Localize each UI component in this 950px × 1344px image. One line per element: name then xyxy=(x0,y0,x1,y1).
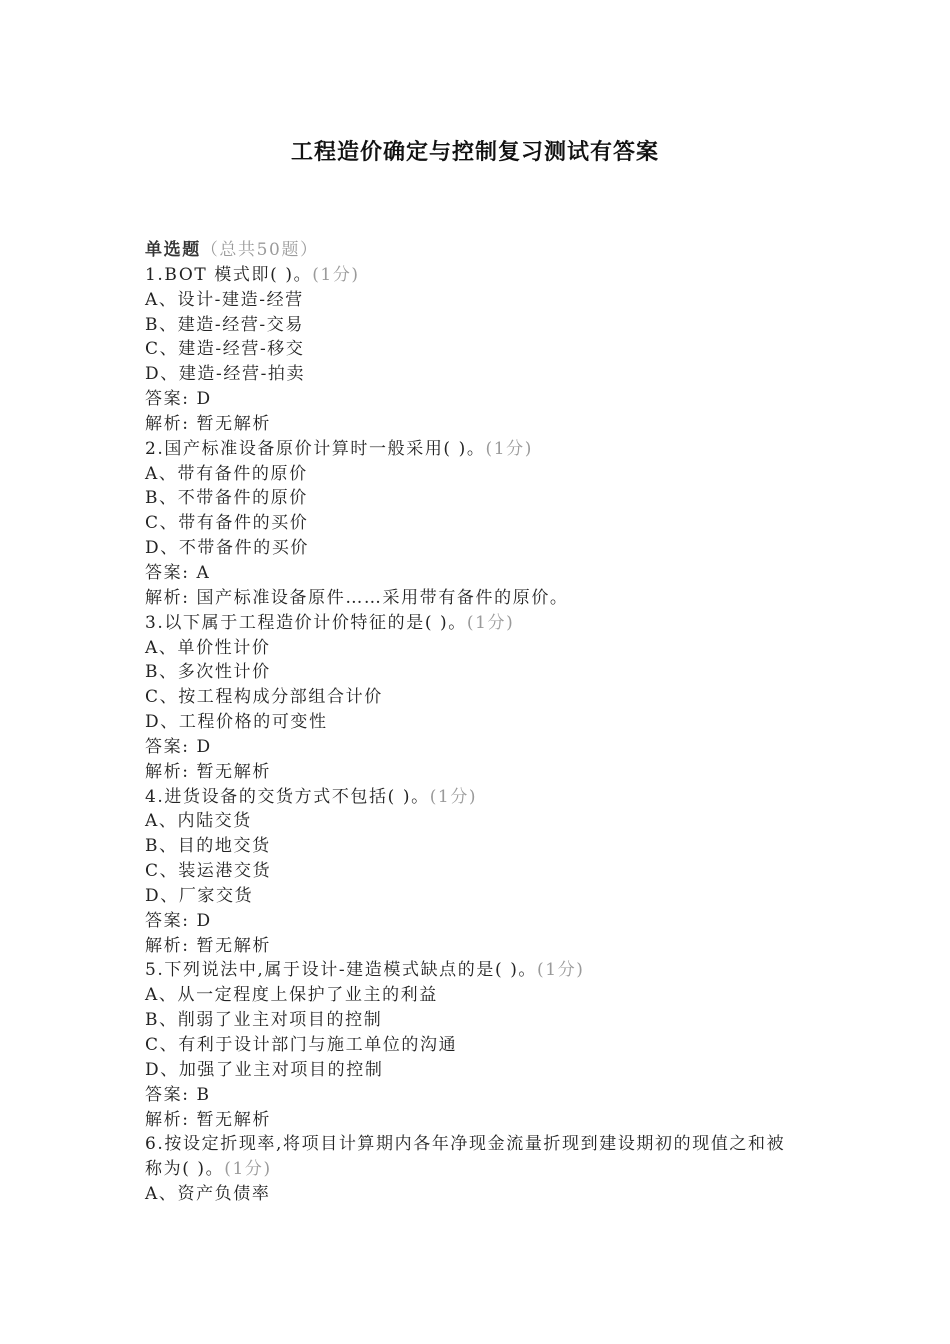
option-a: A、内陆交货 xyxy=(145,811,252,832)
analysis-line: 解析: 暂无解析 xyxy=(145,1109,271,1130)
answer-line: 答案: B xyxy=(145,1084,211,1105)
answer-line: 答案: A xyxy=(145,562,211,583)
option-a: A、资产负债率 xyxy=(145,1184,271,1205)
question-stem: 6.按设定折现率,将项目计算期内各年净现金流量折现到建设期初的现值之和被 xyxy=(145,1134,786,1155)
question-1-score: (1分) xyxy=(312,264,360,285)
analysis-line: 解析: 暂无解析 xyxy=(145,761,271,782)
option-d: D、厂家交货 xyxy=(145,885,254,906)
question-1-text: 1.BOT 模式即( )。 xyxy=(145,264,313,285)
option-b: B、不带备件的原价 xyxy=(145,488,308,509)
section-heading xyxy=(145,238,810,263)
option-b: B、多次性计价 xyxy=(145,662,271,683)
option-a: A、带有备件的原价 xyxy=(145,463,308,484)
question-2-text: 2.国产标准设备原价计算时一般采用( )。 xyxy=(145,438,486,459)
option-d: D、加强了业主对项目的控制 xyxy=(145,1059,384,1080)
question-5-text: 5.下列说法中,属于设计-建造模式缺点的是( )。 xyxy=(145,960,538,981)
section-count-note: （总共50题） xyxy=(200,240,319,260)
option-c: C、装运港交货 xyxy=(145,861,272,882)
document-body xyxy=(145,238,810,1207)
option-b: B、削弱了业主对项目的控制 xyxy=(145,1010,383,1031)
analysis-line: 解析: 国产标准设备原件……采用带有备件的原价。 xyxy=(145,587,569,608)
answer-line: 答案: D xyxy=(145,910,212,931)
option-c: C、按工程构成分部组合计价 xyxy=(145,687,383,708)
question-stem xyxy=(145,263,810,288)
question-3-score: (1分) xyxy=(466,612,515,633)
question-stem xyxy=(145,437,810,462)
analysis-line: 解析: 暂无解析 xyxy=(145,935,271,956)
answer-line: 答案: D xyxy=(145,736,212,757)
question-stem-continued xyxy=(145,1157,810,1182)
option-a: A、从一定程度上保护了业主的利益 xyxy=(145,985,438,1006)
question-4-score: (1分) xyxy=(429,786,478,807)
answer-line: 答案: D xyxy=(145,389,212,410)
document-title: 工程造价确定与控制复习测试有答案 xyxy=(290,139,659,165)
option-c: C、带有备件的买价 xyxy=(145,513,309,534)
option-d: D、不带备件的买价 xyxy=(145,538,310,559)
analysis-line: 解析: 暂无解析 xyxy=(145,413,271,434)
option-a: A、单价性计价 xyxy=(145,637,271,658)
question-stem xyxy=(145,785,810,810)
question-4-text: 4.进货设备的交货方式不包括( )。 xyxy=(145,786,430,807)
question-3-text: 3.以下属于工程造价计价特征的是( )。 xyxy=(145,612,467,633)
option-a: A、设计-建造-经营 xyxy=(145,289,304,310)
option-c: C、建造-经营-移交 xyxy=(145,339,305,360)
option-c: C、有利于设计部门与施工单位的沟通 xyxy=(145,1035,458,1055)
question-stem xyxy=(145,958,810,983)
section-label: 单选题 xyxy=(145,240,201,260)
question-5-score: (1分) xyxy=(537,960,585,981)
option-d: D、建造-经营-拍卖 xyxy=(145,364,306,385)
question-6-score: (1分) xyxy=(224,1159,272,1180)
question-2-score: (1分) xyxy=(485,438,533,459)
option-b: B、建造-经营-交易 xyxy=(145,314,304,335)
option-d: D、工程价格的可变性 xyxy=(145,712,328,733)
option-b: B、目的地交货 xyxy=(145,836,271,857)
question-6-text: 称为( )。 xyxy=(145,1159,225,1180)
question-stem xyxy=(145,611,810,636)
